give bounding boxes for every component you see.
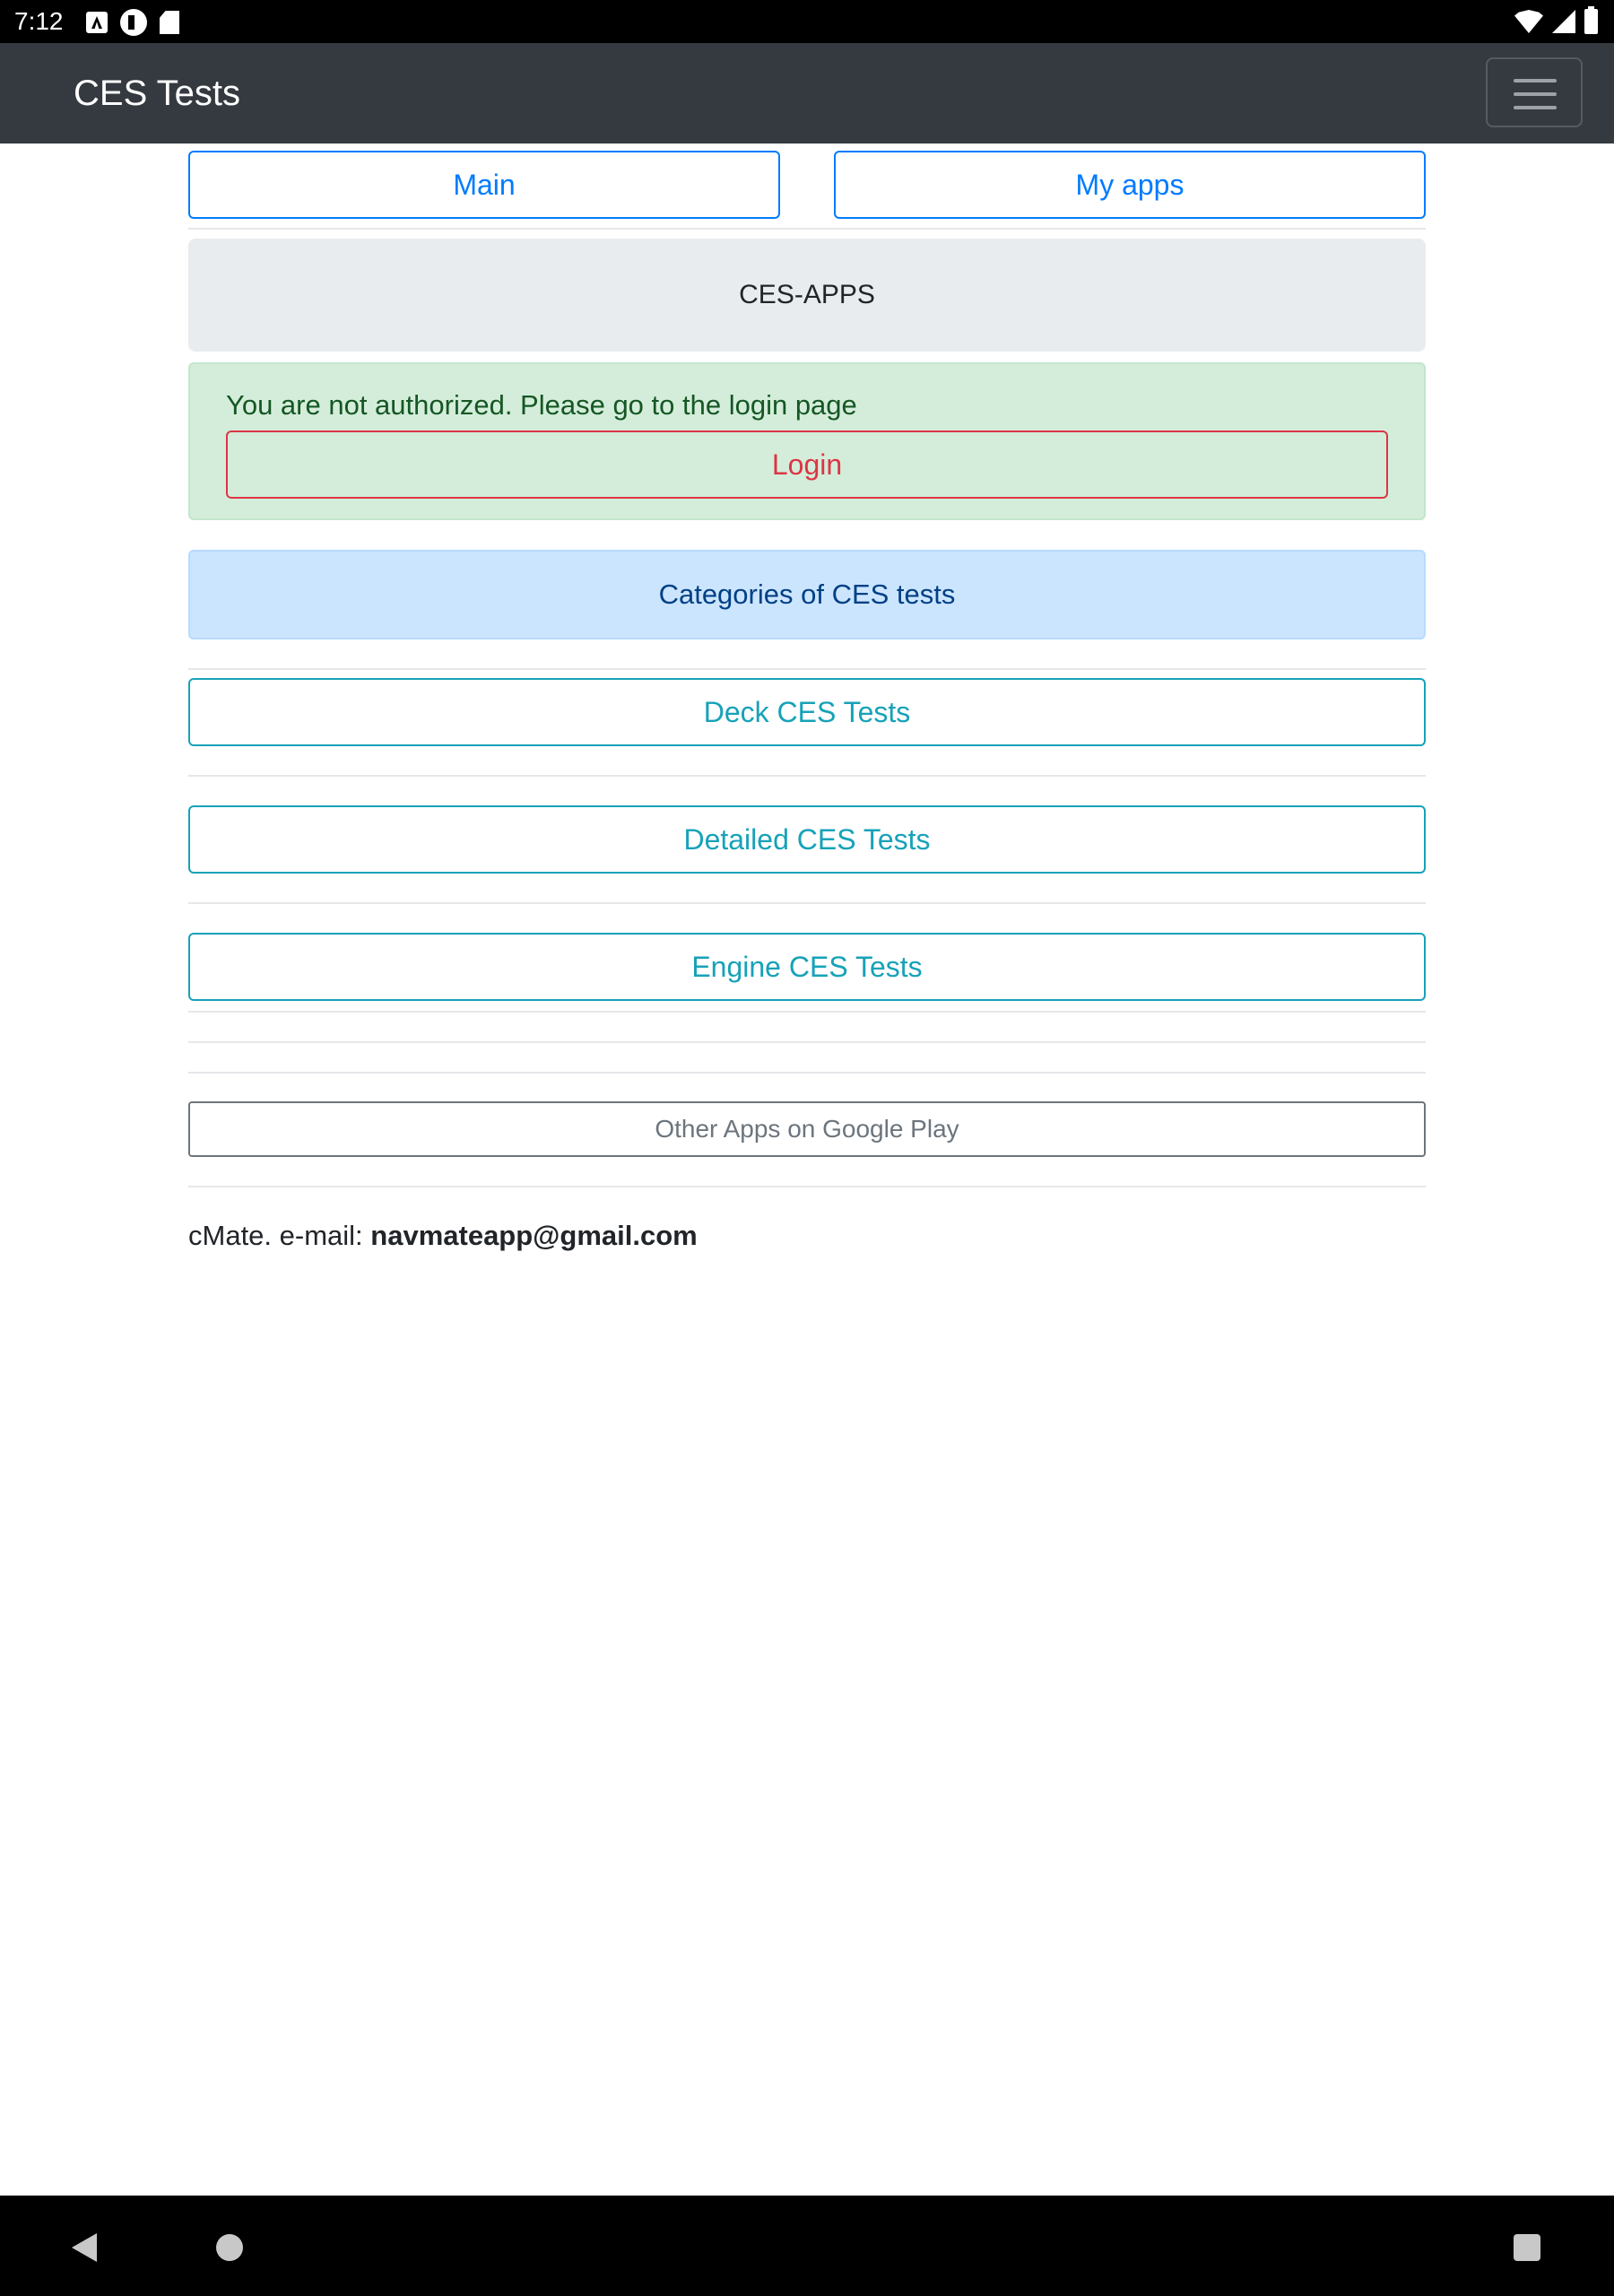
back-icon[interactable] bbox=[72, 2233, 97, 2262]
categories-header bbox=[188, 550, 1426, 639]
system-nav-bar bbox=[0, 2196, 1614, 2296]
divider bbox=[188, 902, 1426, 904]
apps-jumbotron bbox=[188, 239, 1426, 352]
top-navbar bbox=[0, 43, 1614, 144]
sd-card-icon bbox=[160, 11, 179, 34]
main-button[interactable]: Main bbox=[188, 151, 780, 219]
footer-prefix: cMate. e-mail: bbox=[188, 1220, 371, 1251]
hamburger-menu-button[interactable] bbox=[1486, 57, 1583, 127]
f-icon bbox=[120, 9, 147, 36]
status-right-icons bbox=[1514, 9, 1598, 34]
login-button[interactable]: Login bbox=[226, 430, 1388, 499]
categories-header-text: Categories of CES tests bbox=[658, 578, 956, 610]
footer-email[interactable]: navmateapp@gmail.com bbox=[370, 1220, 698, 1251]
status-left-icons bbox=[86, 9, 179, 36]
divider bbox=[188, 1041, 1426, 1043]
auth-alert bbox=[188, 362, 1426, 520]
status-time: 7:12 bbox=[14, 7, 64, 35]
jumbotron-title: CES-APPS bbox=[739, 280, 875, 309]
home-icon[interactable] bbox=[216, 2234, 243, 2261]
deck-ces-tests-button[interactable]: Deck CES Tests bbox=[188, 678, 1426, 746]
divider bbox=[188, 1072, 1426, 1074]
divider bbox=[188, 1186, 1426, 1187]
divider bbox=[188, 668, 1426, 670]
footer-contact bbox=[188, 1220, 698, 1252]
recent-apps-icon[interactable] bbox=[1514, 2234, 1540, 2261]
engine-ces-tests-button[interactable]: Engine CES Tests bbox=[188, 933, 1426, 1001]
wifi-icon bbox=[1514, 10, 1543, 33]
divider bbox=[188, 1011, 1426, 1013]
divider bbox=[188, 228, 1426, 230]
divider bbox=[188, 775, 1426, 777]
battery-icon bbox=[1584, 9, 1598, 34]
navbar-brand[interactable]: CES Tests bbox=[74, 74, 240, 113]
other-apps-button[interactable]: Other Apps on Google Play bbox=[188, 1101, 1426, 1157]
my-apps-button[interactable]: My apps bbox=[834, 151, 1426, 219]
signal-icon bbox=[1552, 10, 1575, 33]
auth-message: You are not authorized. Please go to the login page bbox=[226, 389, 857, 421]
detailed-ces-tests-button[interactable]: Detailed CES Tests bbox=[188, 805, 1426, 874]
a-icon bbox=[86, 12, 108, 33]
status-bar bbox=[0, 0, 1614, 43]
